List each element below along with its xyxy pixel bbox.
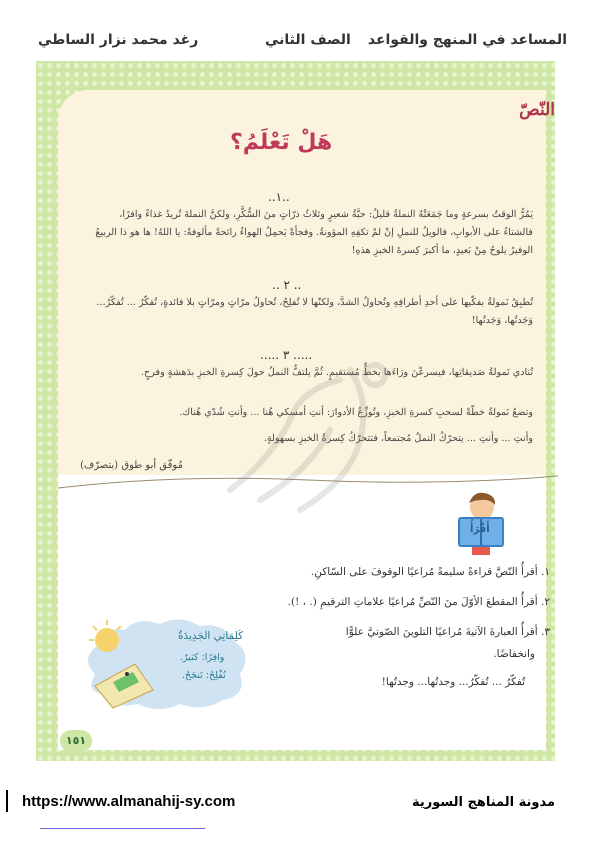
footer-blog-name: مدونة المناهج السورية [411, 795, 555, 810]
author-credit: مُوفّق أبو طوق (بتصرّف) [80, 460, 183, 471]
section-number-2: .. ٢ .. [272, 278, 302, 292]
page-title: هَلْ تَعْلَمُ؟ [230, 130, 333, 155]
paragraph-2: تُطبِقُ نَمولةُ بفكّيها على أحدِ أطرافِهِ وتُحاولُ الشدَّ، ولكنّها لا تُفلِحُ، تُحاولُ مرّاتٍ ومرّاتٍ بلا فائدةٍ، تُفكّرُ ... تُفكّرُ... وَجَدتُها، وَجَدتُها! [96, 297, 533, 326]
new-words-title: كَلِمَاتِي الجَدِيدَةُ [178, 630, 244, 642]
paragraph-1: يَمُرُّ الوقتُ بسرعةٍ وما جَمَعَتْهُ النملةُ قليلٌ: حبَّةُ شعيرٍ وثلاثُ ذرّاتٍ منَ السُّكَّرِ، ولكنَّ النملةَ تُريدُ غذاءً وافرًا، فالشتاءُ على الأبوابِ، فالويلُ للنملِ إنْ لمْ تكفِهِ المؤونةُ. وفجأةً يَحمِلُ الهواءُ رائحةً مألوفةً: يا اللهُ! ها هو ذا الربيعُ الوفيرُ يلوحُ مِنْ بَعيدٍ، ما أكبرَ كِسرةَ الخبزِ هذهِ! [95, 209, 533, 256]
section-number-3: ..... ٣ ..... [260, 348, 313, 362]
instruction-3-cont: وانخفاضًا. [493, 648, 535, 660]
page-number: ١٥١ [60, 730, 92, 752]
paragraph-5: وأنتِ ... وأنتِ ... يتحرّكُ النملُ مُجتمعاً، فتتحرّكُ كِسرةُ الخبزِ بسهولةٍ. [263, 433, 533, 444]
read-label: أَقْرَأُ [470, 524, 490, 535]
margin-mark [6, 790, 8, 812]
instruction-2: ٢. أقرأُ المقطعَ الأوّلَ منَ النّصِّ مُراعيًا علاماتِ الترقيمِ (. ، !). [287, 596, 550, 608]
new-word-1: وافِرًا: كثيرٌ. [180, 652, 225, 663]
paragraph-3: تُنادي نَمولةُ صَديقاتِها، فيسرعْنَ ورَاءَها بخطٍّ مُستقيمٍ. ثُمَّ يلتفُّ النملُ حولَ كِسرةِ الخبزِ بدَهشةٍ وفرحٍ. [141, 367, 533, 378]
watermark-logo [200, 340, 420, 520]
reading-boy-icon [452, 489, 510, 555]
section-label: النّصّ [519, 100, 555, 120]
footer-underline [40, 828, 205, 829]
instruction-3-phrase: تُفكّرُ ... تُفكّرُ... وجدتُها... وجدتُها! [381, 676, 525, 688]
section-number-1: ..١.. [268, 190, 290, 204]
instruction-1: ١. أقرأُ النّصَّ قراءةً سليمةً مُراعيًا الوقوفَ على السّاكنِ. [310, 566, 550, 578]
paragraph-4: وتضعُ نَمولةُ خطّةً لسحبِ كسرةِ الخبزِ، وتُوزِّعُ الأدوارَ: أنتِ أمسكي هُنا ... وأنتِ شُدّي هُناك. [179, 407, 533, 418]
new-word-2: تُفْلِحُ: تَنجَحُ. [182, 670, 226, 681]
header-grade: الصف الثاني [265, 32, 351, 48]
instruction-3: ٣. أقرأُ العبارةَ الآتيةَ مُراعيًا التلوينَ الصّوتيَّ علوًّا [345, 626, 550, 638]
header-book-title: المساعد في المنهج والقواعد [367, 32, 567, 48]
header-author: رغد محمد نزار الساطي [38, 32, 199, 48]
footer-url-link[interactable]: https://www.almanahij-sy.com [22, 793, 236, 810]
new-words-cloud [75, 614, 255, 714]
